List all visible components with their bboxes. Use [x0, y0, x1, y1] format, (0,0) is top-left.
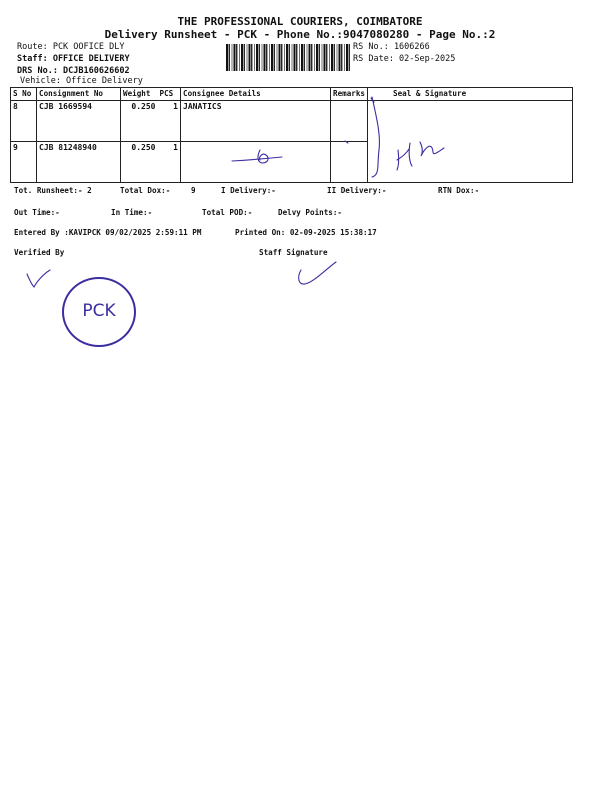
- i-delivery: I Delivery:-: [221, 186, 276, 195]
- staff-signature-label: Staff Signature: [259, 248, 328, 257]
- row-consignment: CJB 1669594: [37, 101, 121, 142]
- col-weight: Weight: [121, 88, 158, 101]
- drs-number: DRS No.: DCJB160626602: [17, 66, 130, 76]
- row-pcs: 1: [158, 142, 181, 183]
- total-dox-label: Total Dox:-: [120, 186, 171, 195]
- row-sno: 9: [11, 142, 37, 183]
- col-seal-signature: Seal & Signature: [368, 88, 573, 101]
- stamp-text: PCK: [82, 301, 116, 321]
- company-name: THE PROFESSIONAL COURIERS, COIMBATORE: [177, 15, 423, 28]
- pck-stamp: [62, 277, 136, 347]
- runsheet-title: Delivery Runsheet - PCK - Phone No.:9047080280 - Page No.:2: [104, 28, 496, 41]
- rs-date: RS Date: 02-Sep-2025: [353, 54, 456, 64]
- row-weight: 0.250: [121, 101, 158, 142]
- row-pcs: 1: [158, 101, 181, 142]
- rtn-dox: RTN Dox:-: [438, 186, 480, 195]
- entered-by: Entered By :KAVIPCK 09/02/2025 2:59:11 PM: [14, 228, 202, 237]
- signature-stroke: [372, 97, 379, 177]
- col-consignment: Consignment No: [37, 88, 121, 101]
- row-sno: 8: [11, 101, 37, 142]
- col-pcs: PCS: [158, 88, 181, 101]
- out-time: Out Time:-: [14, 208, 60, 217]
- row-weight: 0.250: [121, 142, 158, 183]
- staff-label: Staff: OFFICE DELIVERY: [17, 54, 130, 64]
- verified-by: Verified By: [14, 248, 65, 257]
- col-consignee: Consignee Details: [181, 88, 331, 101]
- row-consignment: CJB 81248940: [37, 142, 121, 183]
- in-time: In Time:-: [111, 208, 153, 217]
- ii-delivery: II Delivery:-: [327, 186, 387, 195]
- total-dox-value: 9: [191, 186, 196, 195]
- printed-on: Printed On: 02-09-2025 15:38:17: [235, 228, 377, 237]
- col-sno: S No: [11, 88, 37, 101]
- rs-number: RS No.: 1606266: [353, 42, 430, 52]
- total-pod: Total POD:-: [202, 208, 253, 217]
- delvy-points: Delvy Points:-: [278, 208, 343, 217]
- row-consignee: JANATICS: [181, 101, 331, 142]
- vehicle-label: Vehicle: Office Delivery: [20, 76, 143, 86]
- route-label: Route: PCK OOFICE DLY: [17, 42, 125, 52]
- col-remarks: Remarks: [331, 88, 368, 101]
- tot-runsheet: Tot. Runsheet:- 2: [14, 186, 92, 195]
